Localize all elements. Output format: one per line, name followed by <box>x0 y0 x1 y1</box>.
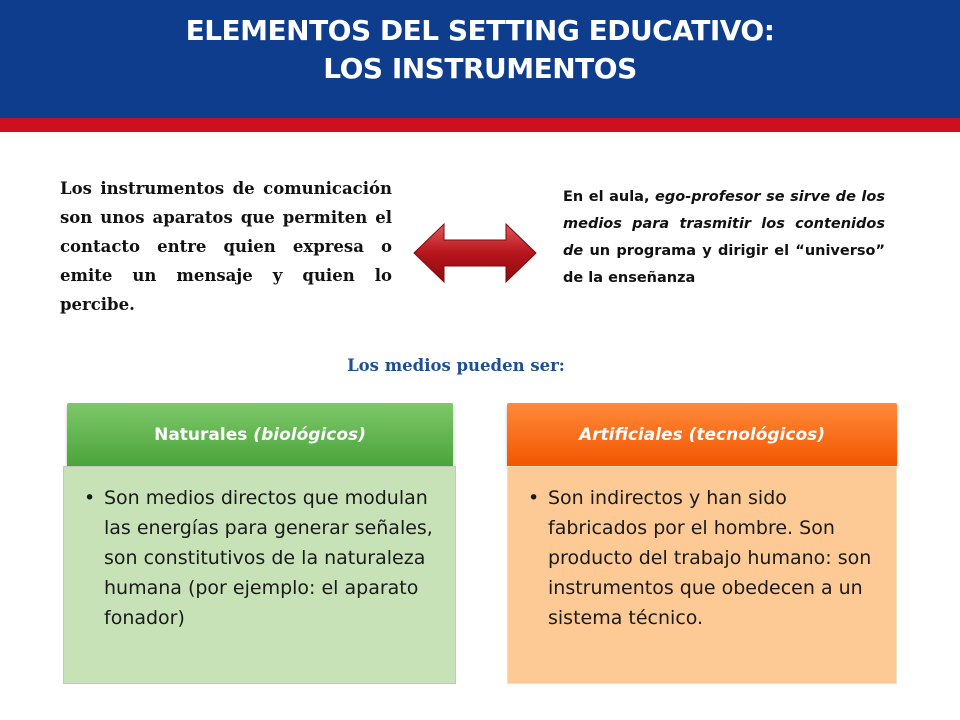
naturales-card-body <box>63 466 456 684</box>
artificiales-title <box>579 425 825 445</box>
naturales-description: Son medios directos que modulan las energías para generar señales, son constitutivos de la naturaleza humana (por ejemplo: el aparato fonador) <box>104 487 433 629</box>
naturales-title <box>154 425 366 445</box>
title-line-1: ELEMENTOS DEL SETTING EDUCATIVO: <box>185 14 775 47</box>
list-item <box>528 483 878 633</box>
naturales-title-italic: (biológicos) <box>253 425 366 445</box>
classroom-paragraph <box>563 184 885 292</box>
instruments-definition: Los instrumentos de comunicación son unos aparatos que permiten el contacto entre quien expresa o emite un mensaje y quien lo percibe. <box>60 179 392 314</box>
artificiales-card-header <box>507 403 897 467</box>
list-item <box>84 483 437 633</box>
naturales-title-plain: Naturales <box>154 425 254 445</box>
title-line-2: LOS INSTRUMENTOS <box>323 52 637 85</box>
bullet-icon: • <box>84 487 96 509</box>
classroom-text-part3: un programa y dirigir el “universo” de la enseñanza <box>563 243 885 286</box>
classroom-text-italic: ego-profesor se sirve de los medios para trasmitir los contenidos de <box>563 189 885 259</box>
media-subtitle: Los medios pueden ser: <box>347 356 565 375</box>
artificiales-description: Son indirectos y han sido fabricados por el hombre. Son producto del trabajo humano: son instrumentos que obedecen a un sistema técnico. <box>548 487 872 629</box>
artificiales-card-body <box>507 466 897 684</box>
header-stripe <box>0 118 960 132</box>
page-title <box>0 12 960 88</box>
classroom-text-part1: En el aula, <box>563 189 656 205</box>
naturales-card-header <box>67 403 453 467</box>
bullet-icon: • <box>528 487 540 509</box>
double-headed-arrow-icon <box>412 222 538 284</box>
artificiales-title-italic: Artificiales (tecnológicos) <box>578 425 826 445</box>
